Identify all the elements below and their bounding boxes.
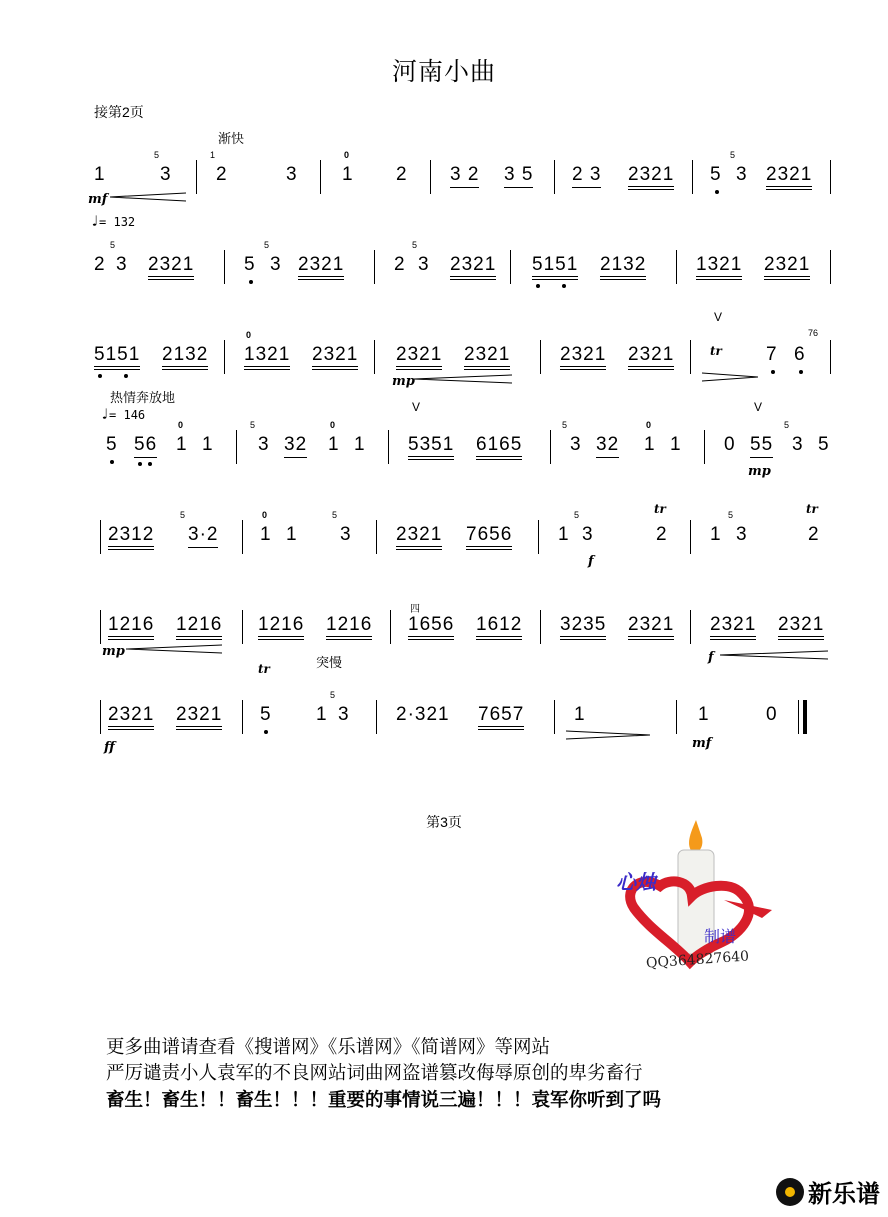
- trill-mark: tr: [710, 344, 722, 358]
- grace-note: 5: [562, 420, 568, 430]
- note: 0: [724, 434, 736, 455]
- note: 3: [792, 434, 804, 455]
- note-group: 32: [596, 434, 619, 458]
- low-dot: [562, 284, 566, 288]
- staff-row-1: [94, 150, 834, 198]
- note: 5: [260, 704, 272, 725]
- note-group: 2321: [628, 344, 674, 370]
- maker-name: 心烛: [616, 870, 656, 894]
- note: 3: [286, 164, 298, 185]
- fingering-mark: 四: [410, 604, 420, 615]
- maker-qq: QQ364827640: [645, 948, 750, 972]
- low-dot: [715, 190, 719, 194]
- barline: [540, 610, 541, 644]
- note: 3: [418, 254, 430, 275]
- note-group: 2321: [628, 164, 674, 190]
- note-group: 3 2: [450, 164, 479, 188]
- note-group: 6165: [476, 434, 522, 460]
- dynamic-mp: mp: [392, 374, 415, 389]
- note: 3: [570, 434, 582, 455]
- low-dot: [148, 462, 152, 466]
- note: 1: [698, 704, 710, 725]
- metronome-2: ♩= 146: [100, 405, 146, 423]
- barline: [540, 340, 541, 374]
- note: 3: [736, 524, 748, 545]
- note: 2: [396, 164, 408, 185]
- note: 1: [316, 704, 328, 725]
- trill-mark: tr: [654, 502, 666, 516]
- note: 3: [258, 434, 270, 455]
- barline: [538, 520, 539, 554]
- note: 3: [582, 524, 594, 545]
- dynamic-mp: mp: [102, 644, 125, 659]
- staff-row-5: [94, 502, 834, 558]
- low-dot: [799, 370, 803, 374]
- dynamic-mf: mf: [88, 192, 108, 207]
- note-group: 2321: [710, 614, 756, 640]
- grace-note: 76: [808, 328, 819, 338]
- note-group: 2321: [298, 254, 344, 280]
- low-dot: [138, 462, 142, 466]
- note: 2: [808, 524, 820, 545]
- note-group: 2321: [778, 614, 824, 640]
- note: 2: [394, 254, 406, 275]
- continuation-note: 接第2页: [94, 104, 144, 120]
- note-group: 2321: [766, 164, 812, 190]
- note: 0: [766, 704, 778, 725]
- note-group: 1216: [258, 614, 304, 640]
- footer-line-1: 更多曲谱请查看《搜谱网》《乐谱网》《简谱网》等网站: [106, 1036, 551, 1057]
- note: 6: [794, 344, 806, 365]
- barline: [100, 610, 101, 644]
- dynamic-mf: mf: [692, 736, 712, 751]
- low-dot: [536, 284, 540, 288]
- note: 1: [558, 524, 570, 545]
- note: 1: [644, 434, 656, 455]
- note-group: 1612: [476, 614, 522, 640]
- note-group: 5351: [408, 434, 454, 460]
- barline: [554, 700, 555, 734]
- grace-note: 5: [412, 240, 418, 250]
- barline: [236, 430, 237, 464]
- fingering-mark: 0: [246, 330, 252, 340]
- barline: [798, 700, 799, 734]
- grace-note: 1: [210, 150, 216, 160]
- barline: [554, 160, 555, 194]
- barline: [390, 610, 391, 644]
- grace-note: 5: [332, 510, 338, 520]
- fingering-mark: 0: [646, 420, 652, 430]
- barline: [830, 340, 831, 374]
- grace-note: 5: [110, 240, 116, 250]
- trill-mark: tr: [806, 502, 818, 516]
- note-group: 1216: [176, 614, 222, 640]
- note-group: 7656: [466, 524, 512, 550]
- note-group: 1216: [326, 614, 372, 640]
- note-group: 5151: [94, 344, 140, 370]
- barline: [690, 520, 691, 554]
- grace-note: 5: [730, 150, 736, 160]
- low-dot: [124, 374, 128, 378]
- note-group: 2321: [176, 704, 222, 730]
- barline: [690, 340, 691, 374]
- note-group: 3235: [560, 614, 606, 640]
- decrescendo-hairpin: [720, 650, 828, 658]
- note: 3: [270, 254, 282, 275]
- note: 5: [106, 434, 118, 455]
- note: 1: [260, 524, 272, 545]
- footer-line-3: 畜生！畜生！！畜生！！！重要的事情说三遍！！！袁军你听到了吗: [106, 1089, 662, 1110]
- brand-logo[interactable]: [776, 1174, 880, 1209]
- dynamic-f: f: [708, 650, 714, 665]
- decrescendo-hairpin: [414, 374, 512, 382]
- dynamic-ff: ff: [104, 740, 115, 755]
- dynamic-mp: mp: [748, 464, 771, 479]
- decrescendo-hairpin: [702, 372, 758, 380]
- note-group: 2312: [108, 524, 154, 550]
- barline: [320, 160, 321, 194]
- note-group: 1321: [696, 254, 742, 280]
- grace-note: 5: [154, 150, 160, 160]
- breath-mark: V: [412, 400, 421, 414]
- barline: [830, 160, 831, 194]
- barline: [692, 160, 693, 194]
- staff-row-6: [94, 604, 834, 648]
- note: 5: [710, 164, 722, 185]
- note: 2: [94, 254, 106, 275]
- barline: [550, 430, 551, 464]
- note: 1: [670, 434, 682, 455]
- note-group: 2321: [396, 344, 442, 370]
- note: 3: [116, 254, 128, 275]
- note-group: 3·2: [188, 524, 218, 548]
- page-title: 河南小曲: [391, 57, 496, 86]
- dynamic-f: f: [588, 554, 594, 569]
- note: 1: [354, 434, 366, 455]
- note-group: 2321: [764, 254, 810, 280]
- barline: [374, 250, 375, 284]
- note: 1: [94, 164, 106, 185]
- note-group: 2321: [560, 344, 606, 370]
- grace-note: 5: [728, 510, 734, 520]
- note: 3: [736, 164, 748, 185]
- fingering-mark: 0: [344, 150, 350, 160]
- footer-line-2: 严厉谴责小人袁军的不良网站词曲网盗谱篡改侮辱原创的卑劣畜行: [106, 1062, 643, 1083]
- note: 3: [338, 704, 350, 725]
- grace-note: 5: [330, 690, 336, 700]
- note-group: 2321: [148, 254, 194, 280]
- barline: [374, 340, 375, 374]
- barline: [676, 250, 677, 284]
- barline: [388, 430, 389, 464]
- note: 1: [286, 524, 298, 545]
- note-group: 2132: [600, 254, 646, 280]
- note-group: 1216: [108, 614, 154, 640]
- decrescendo-hairpin: [126, 644, 222, 652]
- note: 1: [342, 164, 354, 185]
- final-barline: [803, 700, 807, 734]
- note: 2: [656, 524, 668, 545]
- metronome-1: ♩= 132: [90, 212, 136, 230]
- note-group: 2 3: [572, 164, 601, 188]
- grace-note: 5: [180, 510, 186, 520]
- note: 3: [160, 164, 172, 185]
- note-group: 1321: [244, 344, 290, 370]
- low-dot: [110, 460, 114, 464]
- note-group: 7657: [478, 704, 524, 730]
- staff-row-2: [94, 240, 834, 288]
- decrescendo-hairpin: [566, 730, 650, 738]
- note: 1: [176, 434, 188, 455]
- note: 7: [766, 344, 778, 365]
- barline: [224, 250, 225, 284]
- fingering-mark: 0: [178, 420, 184, 430]
- vinyl-icon: [776, 1178, 804, 1206]
- note-group: 1656: [408, 614, 454, 640]
- barline: [242, 610, 243, 644]
- barline: [510, 250, 511, 284]
- note: 2: [216, 164, 228, 185]
- low-dot: [771, 370, 775, 374]
- fingering-mark: 0: [330, 420, 336, 430]
- note-group: 2132: [162, 344, 208, 370]
- note: 1: [574, 704, 586, 725]
- barline: [242, 700, 243, 734]
- note-group: 2321: [464, 344, 510, 370]
- barline: [376, 700, 377, 734]
- page-number: 第3页: [426, 814, 462, 830]
- note: 5: [818, 434, 830, 455]
- grace-note: 5: [250, 420, 256, 430]
- note: 1: [328, 434, 340, 455]
- barline: [690, 610, 691, 644]
- low-dot: [249, 280, 253, 284]
- breath-mark: V: [714, 310, 723, 324]
- note: 1: [710, 524, 722, 545]
- note-group: 2321: [108, 704, 154, 730]
- grace-note: 5: [264, 240, 270, 250]
- barline: [196, 160, 197, 194]
- low-dot: [98, 374, 102, 378]
- note: 3: [340, 524, 352, 545]
- accel-mark: 渐快: [218, 131, 245, 146]
- barline: [100, 520, 101, 554]
- barline: [430, 160, 431, 194]
- barline: [100, 700, 101, 734]
- barline: [830, 250, 831, 284]
- breath-mark: V: [754, 400, 763, 414]
- fingering-mark: 0: [262, 510, 268, 520]
- grace-note: 5: [574, 510, 580, 520]
- barline: [224, 340, 225, 374]
- barline: [376, 520, 377, 554]
- note-group: 2321: [628, 614, 674, 640]
- note-group: 55: [750, 434, 773, 458]
- barline: [704, 430, 705, 464]
- note-group: 32: [284, 434, 307, 458]
- note-group: 56: [134, 434, 157, 458]
- grace-note: 5: [784, 420, 790, 430]
- barline: [242, 520, 243, 554]
- brand-name: 新乐谱: [808, 1181, 880, 1208]
- note: 1: [202, 434, 214, 455]
- decrescendo-hairpin: [110, 192, 186, 200]
- note: 5: [244, 254, 256, 275]
- barline: [676, 700, 677, 734]
- note-group: 2·321: [396, 704, 450, 725]
- note-group: 5151: [532, 254, 578, 280]
- sudden-slow-mark: 突慢: [316, 655, 343, 670]
- note-group: 2321: [450, 254, 496, 280]
- note-group: 3 5: [504, 164, 533, 188]
- note-group: 2321: [312, 344, 358, 370]
- low-dot: [264, 730, 268, 734]
- maker-label: 制谱: [704, 927, 737, 946]
- trill-mark: tr: [258, 662, 270, 676]
- note-group: 2321: [396, 524, 442, 550]
- expression-mark: 热情奔放地: [110, 390, 176, 405]
